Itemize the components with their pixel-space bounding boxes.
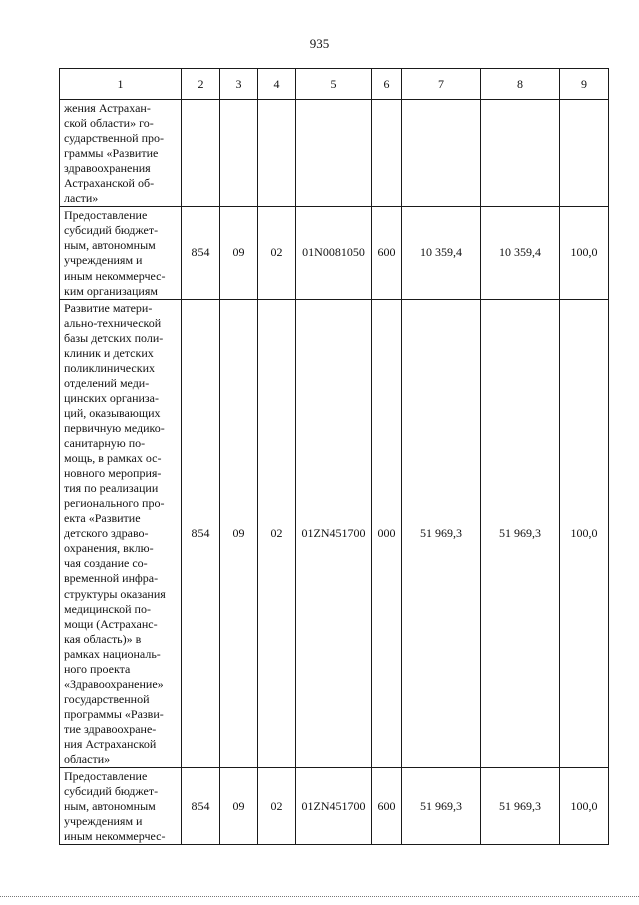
- page-bottom-rule: [0, 896, 639, 897]
- value-cell: 02: [258, 207, 296, 299]
- description-cell: [60, 768, 182, 845]
- description-line: кая область)» в: [64, 631, 142, 646]
- page-number: 935: [309, 36, 330, 51]
- column-header: 6: [372, 69, 402, 100]
- column-header: 3: [220, 69, 258, 100]
- value-cell: [296, 100, 372, 207]
- value-cell: 09: [220, 768, 258, 845]
- table-row: [60, 299, 609, 767]
- value-cell: [258, 100, 296, 207]
- value-cell: 09: [220, 207, 258, 299]
- column-header: 1: [60, 69, 182, 100]
- description-line: ким организациям: [64, 283, 158, 298]
- description-line: Предоставление: [64, 208, 148, 223]
- description-line: здравоохранения: [64, 161, 151, 176]
- value-cell: 01N0081050: [296, 207, 372, 299]
- description-line: ально-технической: [64, 315, 162, 330]
- value-cell: 51 969,3: [481, 299, 560, 767]
- column-header: 4: [258, 69, 296, 100]
- description-line: чая создание со-: [64, 556, 148, 571]
- description-line: ния Астраханской: [64, 736, 157, 751]
- value-cell: [372, 100, 402, 207]
- description-cell: [60, 299, 182, 767]
- description-line: Астраханской об-: [64, 176, 155, 191]
- description-line: государственной: [64, 691, 150, 706]
- description-line: иным некоммерчес-: [64, 268, 166, 283]
- value-cell: 600: [372, 207, 402, 299]
- description-line: Предоставление: [64, 769, 148, 784]
- description-line: субсидий бюджет-: [64, 223, 159, 238]
- value-cell: 02: [258, 299, 296, 767]
- description-line: базы детских поли-: [64, 330, 164, 345]
- description-line: екта «Развитие: [64, 511, 141, 526]
- value-cell: 51 969,3: [402, 768, 481, 845]
- budget-table: [59, 68, 609, 845]
- column-header: 8: [481, 69, 560, 100]
- description-line: детского здраво-: [64, 526, 149, 541]
- value-cell: [182, 100, 220, 207]
- value-cell: 10 359,4: [402, 207, 481, 299]
- description-line: субсидий бюджет-: [64, 784, 159, 799]
- description-line: тие здравоохране-: [64, 721, 157, 736]
- value-cell: [481, 100, 560, 207]
- column-header: 9: [560, 69, 609, 100]
- description-line: учреждениям и: [64, 814, 143, 829]
- value-cell: 09: [220, 299, 258, 767]
- value-cell: 600: [372, 768, 402, 845]
- description-line: поликлинических: [64, 360, 155, 375]
- description-line: ской области» го-: [64, 116, 154, 131]
- description-line: первичную медико-: [64, 420, 165, 435]
- description-line: программы «Разви-: [64, 706, 164, 721]
- description-line: санитарную по-: [64, 436, 146, 451]
- description-line: ным, автономным: [64, 238, 156, 253]
- value-cell: [220, 100, 258, 207]
- description-line: ного проекта: [64, 661, 131, 676]
- description-line: «Здравоохранение»: [64, 676, 164, 691]
- description-line: граммы «Развитие: [64, 146, 159, 161]
- table-row: [60, 100, 609, 207]
- description-line: иным некоммерчес-: [64, 829, 166, 844]
- description-line: структуры оказания: [64, 586, 166, 601]
- table-row: [60, 207, 609, 299]
- value-cell: 100,0: [560, 207, 609, 299]
- description-line: ласти»: [64, 191, 99, 206]
- value-cell: 01ZN451700: [296, 768, 372, 845]
- description-line: ным, автономным: [64, 799, 156, 814]
- table-header-row: [60, 69, 609, 100]
- description-line: клиник и детских: [64, 345, 154, 360]
- description-line: мощь, в рамках ос-: [64, 451, 162, 466]
- value-cell: 01ZN451700: [296, 299, 372, 767]
- description-line: тия по реализации: [64, 481, 159, 496]
- description-line: жения Астрахан-: [64, 101, 151, 115]
- value-cell: 854: [182, 299, 220, 767]
- value-cell: [560, 100, 609, 207]
- description-line: новного мероприя-: [64, 466, 162, 481]
- value-cell: 000: [372, 299, 402, 767]
- value-cell: 51 969,3: [402, 299, 481, 767]
- value-cell: 51 969,3: [481, 768, 560, 845]
- value-cell: 100,0: [560, 299, 609, 767]
- description-cell: [60, 100, 182, 207]
- description-line: охранения, вклю-: [64, 541, 154, 556]
- description-line: отделений меди-: [64, 375, 150, 390]
- column-header: 2: [182, 69, 220, 100]
- value-cell: [402, 100, 481, 207]
- column-header: 7: [402, 69, 481, 100]
- description-line: цинских организа-: [64, 390, 159, 405]
- column-header: 5: [296, 69, 372, 100]
- description-line: медицинской по-: [64, 601, 151, 616]
- description-line: сударственной про-: [64, 131, 165, 146]
- description-line: рамках националь-: [64, 646, 161, 661]
- description-line: области»: [64, 752, 111, 767]
- description-line: мощи (Астраханс-: [64, 616, 158, 631]
- table-row: [60, 768, 609, 845]
- value-cell: 854: [182, 768, 220, 845]
- description-line: регионального про-: [64, 496, 165, 511]
- description-line: учреждениям и: [64, 253, 143, 268]
- description-cell: [60, 207, 182, 299]
- value-cell: 02: [258, 768, 296, 845]
- description-line: временной инфра-: [64, 571, 159, 586]
- description-line: Развитие матери-: [64, 300, 153, 315]
- value-cell: 10 359,4: [481, 207, 560, 299]
- description-line: ций, оказывающих: [64, 405, 161, 420]
- value-cell: 100,0: [560, 768, 609, 845]
- value-cell: 854: [182, 207, 220, 299]
